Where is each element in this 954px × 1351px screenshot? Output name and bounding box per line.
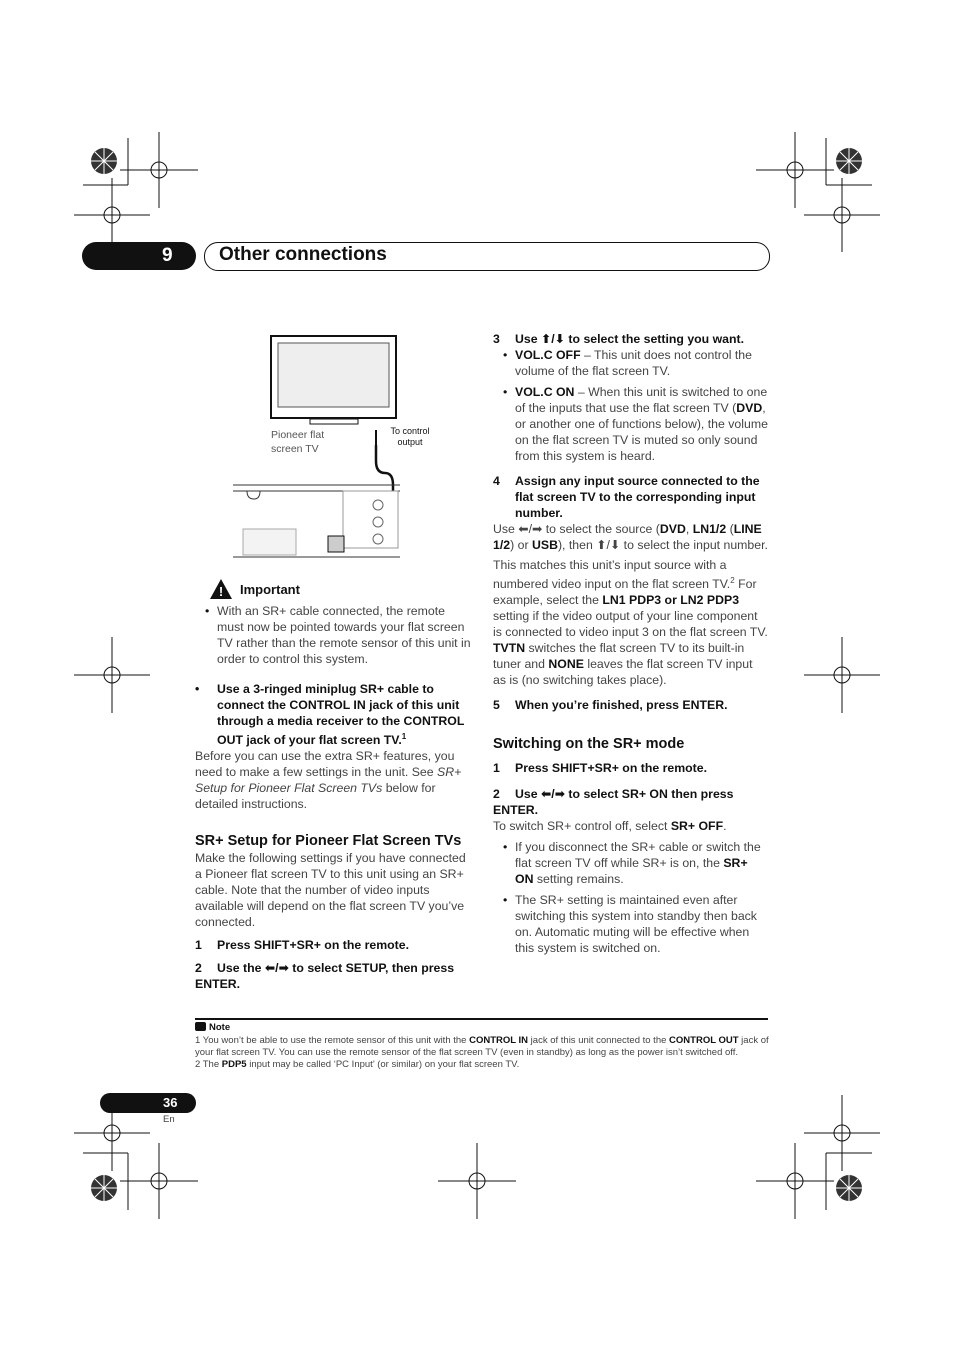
t: ), then	[557, 538, 597, 552]
note-section	[195, 1022, 770, 1071]
volc-off-label: VOL.C OFF	[515, 348, 581, 362]
note-header	[195, 1022, 770, 1034]
svg-text:!: !	[218, 584, 224, 599]
left-right-arrows-icon: ⬅/➡	[540, 787, 566, 802]
note-divider	[195, 1018, 768, 1020]
control-in: CONTROL IN	[469, 1035, 529, 1046]
t: switches the flat screen TV to its built-in tuner and	[493, 641, 745, 672]
switch-step-2	[493, 786, 768, 818]
t: .	[723, 819, 727, 834]
bullet-glyph: •	[195, 682, 200, 696]
t: setting if the video output of your line component is connected to video input 3 on the flat screen TV.	[493, 609, 768, 640]
switch-heading: Switching on the SR+ mode	[493, 736, 685, 753]
pdp5: PDP5	[221, 1059, 247, 1070]
sr-off-text	[493, 818, 768, 834]
setup-step-1	[195, 937, 471, 953]
control-out: CONTROL OUT	[669, 1035, 739, 1046]
t: 1 You won’t be able to use the remote sensor of this unit with the	[195, 1035, 470, 1046]
setup-text: Make the following settings if you have connected a Pioneer flat screen TV to this unit using an SR+ cable. Note that the number of video inputs available will depend on the flat screen TV you’ve connected.	[195, 851, 466, 930]
tv-stand	[310, 419, 358, 424]
step-number: 5	[493, 698, 500, 713]
volc-on-bullet	[493, 384, 768, 464]
unit-rear-panel	[343, 491, 398, 548]
step-text: When you’re finished, press ENTER.	[515, 698, 728, 713]
miniplug-text-italic: SR+ Setup for Pioneer Flat Screen TVs	[195, 765, 462, 796]
tv-screen	[278, 343, 389, 407]
chapter-number-badge	[82, 242, 196, 270]
footnote-ref-2: 2	[730, 576, 735, 585]
ln1-pdp3: LN1 PDP3 or LN2 PDP3	[602, 593, 740, 608]
src-dvd: DVD	[659, 522, 686, 536]
note-title: Note	[209, 1022, 231, 1033]
page-number: 36	[163, 1095, 178, 1110]
step-text-b: to select SETUP, then press ENTER.	[195, 961, 455, 992]
up-down-arrows-icon: ⬆/⬇	[596, 538, 621, 552]
step-number: 1	[195, 938, 202, 953]
chapter-title: Other connections	[219, 244, 387, 265]
setup-heading: SR+ Setup for Pioneer Flat Screen TVs	[195, 833, 462, 850]
src-usb: USB	[531, 538, 558, 552]
t: 2 The	[195, 1059, 222, 1070]
footnote-ref-1: 1	[401, 732, 407, 741]
tvtn: TVTN	[493, 641, 526, 656]
sr-off: SR+ OFF	[670, 819, 724, 834]
miniplug-text-b: below for detailed instructions.	[195, 781, 436, 812]
tv-label-line-2: screen TV	[271, 443, 319, 455]
t: jack of this unit connected to the	[528, 1035, 670, 1046]
t: jack of your flat screen TV. You can use the remote sensor of the flat screen TV (even in standby) as long as the power isn’t switched off.	[195, 1035, 769, 1058]
tv-label	[271, 428, 324, 456]
t: to select the input number.	[620, 538, 768, 552]
src-ln12: LN1/2	[692, 522, 727, 536]
switch-bullet-1	[493, 839, 768, 887]
step-text: Press SHIFT+SR+ on the remote.	[217, 938, 410, 953]
volc-on-dvd: DVD	[736, 401, 763, 415]
step-3	[493, 331, 768, 347]
step-number: 2	[493, 787, 500, 802]
match-text	[493, 557, 768, 688]
control-label-line-1: To control	[390, 426, 430, 436]
control-label-line-2: output	[397, 437, 423, 447]
control-output-label	[384, 426, 436, 448]
left-right-arrows-icon: ⬅/➡	[264, 961, 289, 976]
step-text: Assign any input source connected to the flat screen TV to the corresponding input number.	[515, 474, 760, 520]
step-4-text: Use ⬅/➡ to select the source (DVD, LN1/2 (LINE 1/2) or USB), then ⬆/⬇ to select the input number.	[493, 522, 768, 552]
chapter-title-bar	[204, 242, 770, 271]
important-title: Important	[240, 582, 300, 597]
setup-step-2	[195, 960, 471, 992]
step-number: 4	[493, 474, 500, 488]
volc-on-label: VOL.C ON	[515, 385, 575, 399]
right-column	[493, 331, 768, 956]
volc-on-text-b: , or another one of functions below), the volume on the flat screen TV is muted so only sound from this system is heard.	[515, 401, 768, 463]
t: To switch SR+ control off, select	[493, 819, 671, 834]
step-text-b: to select the setting you want.	[565, 332, 745, 346]
step-number: 3	[493, 332, 500, 346]
step-number: 2	[195, 961, 202, 976]
t: If you disconnect the SR+ cable or switch the flat screen TV off while SR+ is on, the	[515, 840, 761, 871]
note-icon	[195, 1022, 206, 1031]
note-2	[195, 1059, 770, 1071]
volc-off-bullet	[493, 347, 768, 379]
miniplug-step	[195, 681, 471, 748]
src-line12: LINE 1/2	[493, 522, 762, 552]
step-5	[493, 697, 768, 713]
step-text-a: Use	[515, 332, 541, 346]
t: This matches this unit’s input source with a numbered video input on the flat screen TV.	[493, 558, 731, 592]
important-box	[195, 578, 471, 600]
switch-bullet-2: • The SR+ setting is maintained even after switching this system into standby then back on. Automatic muting will be effective when this system is switched on.	[493, 892, 768, 956]
t: input may be called ‘PC Input’ (or similar) on your flat screen TV.	[246, 1059, 520, 1070]
volc-on-text-a: – When this unit is switched to one of the inputs that use the flat screen TV (	[515, 385, 768, 415]
left-right-arrows-icon: ⬅/➡	[518, 522, 543, 536]
t: to select SR+ ON then press ENTER.	[493, 787, 734, 818]
page-number-badge	[100, 1093, 196, 1113]
step-text-a: Use the	[217, 961, 265, 976]
none: NONE	[548, 657, 584, 672]
tv-label-line-1: Pioneer flat	[271, 429, 325, 441]
important-bullet: • With an SR+ cable connected, the remote must now be pointed towards your flat screen TV rather than the remote sensor of this unit in order to control this system.	[195, 603, 471, 667]
control-in-jack	[328, 536, 344, 552]
miniplug-text-a: Before you can use the extra SR+ features, you need to make a few settings in the unit. See	[195, 749, 455, 780]
warning-icon	[209, 578, 233, 600]
left-column	[195, 578, 471, 992]
step-number: 1	[493, 761, 500, 776]
volc-off-text: – This unit does not control the volume of the flat screen TV.	[515, 348, 752, 378]
t: For example, select the	[493, 577, 757, 608]
step-4	[493, 473, 768, 521]
chapter-number: 9	[162, 245, 173, 266]
miniplug-step-text: Use a 3-ringed miniplug SR+ cable to connect the CONTROL IN jack of this unit through a media receiver to the CONTROL OUT jack of your flat screen TV.	[217, 682, 465, 748]
up-down-arrows-icon: ⬆/⬇	[540, 332, 566, 346]
t: leaves the flat screen TV input as is (no switching takes place).	[493, 657, 753, 688]
t: to select the source (	[542, 522, 660, 536]
page-language: En	[163, 1114, 175, 1125]
switch-step-1	[493, 760, 768, 776]
miniplug-text	[195, 748, 471, 812]
step-text: Press SHIFT+SR+ on the remote.	[515, 761, 708, 776]
sr-on: SR+ ON	[515, 856, 748, 887]
t: setting remains.	[533, 872, 624, 887]
note-1	[195, 1035, 770, 1059]
t: Use	[515, 787, 541, 802]
t: Use	[493, 522, 519, 536]
